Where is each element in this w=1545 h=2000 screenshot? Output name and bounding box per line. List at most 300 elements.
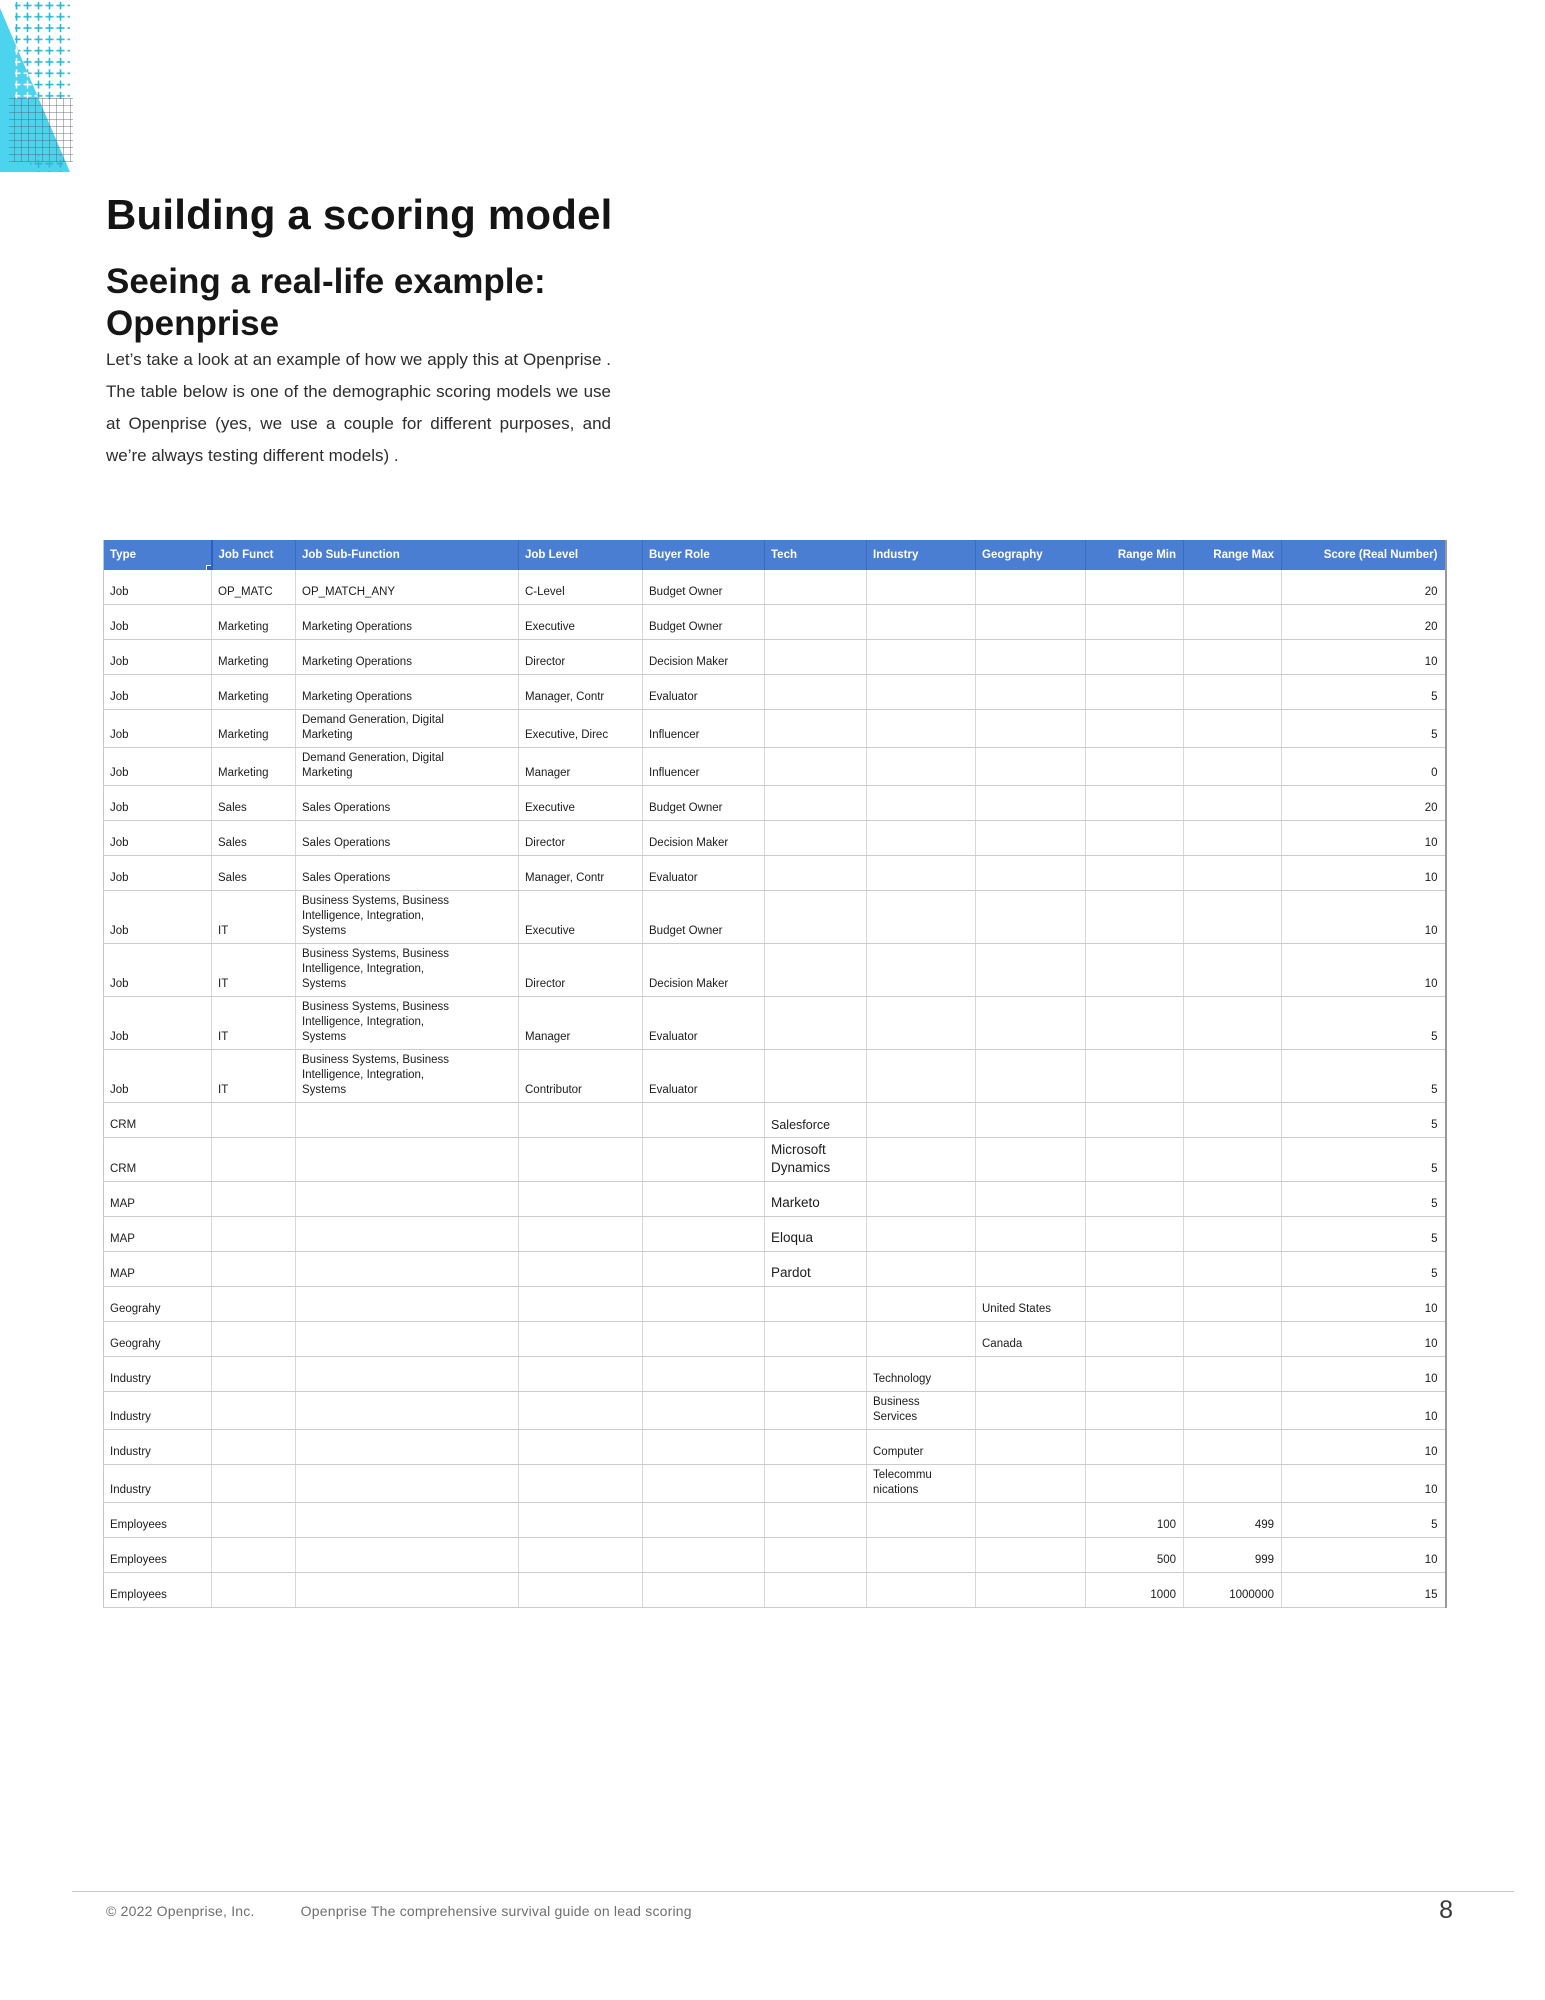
cell-range-min <box>1086 1138 1184 1182</box>
cell-job-funct: Sales <box>212 856 296 891</box>
cell-score-real-number-: 20 <box>1282 605 1446 640</box>
cell-range-min <box>1086 710 1184 748</box>
column-header-range-max: Range Max <box>1184 540 1282 570</box>
cell-job-level: Contributor <box>519 1050 643 1103</box>
cell-buyer-role: Budget Owner <box>643 605 765 640</box>
cell-range-max <box>1184 1322 1282 1357</box>
cell-geography <box>976 786 1086 821</box>
table-body <box>104 570 1446 1608</box>
cell-range-max <box>1184 1182 1282 1217</box>
cell-job-level <box>519 1138 643 1182</box>
cell-job-funct: Marketing <box>212 605 296 640</box>
cell-range-max <box>1184 821 1282 856</box>
table-row <box>104 1392 1446 1430</box>
cell-tech <box>765 675 867 710</box>
cell-buyer-role <box>643 1103 765 1138</box>
cell-job-funct <box>212 1430 296 1465</box>
column-header-job-level: Job Level <box>519 540 643 570</box>
cell-tech <box>765 856 867 891</box>
cell-range-min <box>1086 605 1184 640</box>
cell-industry <box>867 1503 976 1538</box>
cell-job-funct: IT <box>212 997 296 1050</box>
cell-industry <box>867 1182 976 1217</box>
cell-job-sub-function <box>296 1465 519 1503</box>
cell-job-funct: OP_MATC <box>212 570 296 605</box>
footer-doc-title: Openprise The comprehensive survival guide on lead scoring <box>300 1903 692 1919</box>
cell-buyer-role <box>643 1503 765 1538</box>
cell-range-min <box>1086 786 1184 821</box>
cell-tech <box>765 1465 867 1503</box>
cell-type: Job <box>104 748 212 786</box>
cell-industry <box>867 944 976 997</box>
cell-range-min <box>1086 675 1184 710</box>
table-row <box>104 1322 1446 1357</box>
cell-range-min <box>1086 1182 1184 1217</box>
cell-range-min <box>1086 1050 1184 1103</box>
cell-tech <box>765 944 867 997</box>
cell-score-real-number-: 5 <box>1282 710 1446 748</box>
cell-industry: Telecommunications <box>867 1465 976 1503</box>
cell-range-max <box>1184 570 1282 605</box>
cell-job-funct: Sales <box>212 786 296 821</box>
cell-range-max <box>1184 944 1282 997</box>
cell-score-real-number-: 10 <box>1282 1430 1446 1465</box>
cell-industry <box>867 856 976 891</box>
cell-type: Geograhy <box>104 1287 212 1322</box>
cell-geography <box>976 1573 1086 1608</box>
cell-job-level: Executive, Direc <box>519 710 643 748</box>
cell-job-sub-function: Sales Operations <box>296 856 519 891</box>
cell-job-funct: Sales <box>212 821 296 856</box>
cell-job-funct <box>212 1287 296 1322</box>
cell-job-funct <box>212 1217 296 1252</box>
cell-buyer-role: Budget Owner <box>643 891 765 944</box>
cell-geography: United States <box>976 1287 1086 1322</box>
cell-tech <box>765 1050 867 1103</box>
cell-job-level <box>519 1322 643 1357</box>
cell-range-max <box>1184 1252 1282 1287</box>
cell-tech <box>765 710 867 748</box>
footer-text <box>106 1903 692 1919</box>
cell-range-min <box>1086 1430 1184 1465</box>
cell-industry <box>867 997 976 1050</box>
cell-score-real-number-: 20 <box>1282 570 1446 605</box>
cell-range-max <box>1184 891 1282 944</box>
table-row <box>104 1538 1446 1573</box>
cell-job-funct <box>212 1252 296 1287</box>
cell-buyer-role <box>643 1392 765 1430</box>
cell-job-sub-function: Business Systems, Business Intelligence, Integration, Systems <box>296 997 519 1050</box>
cell-industry <box>867 675 976 710</box>
cell-job-funct: Marketing <box>212 748 296 786</box>
cell-type: Industry <box>104 1465 212 1503</box>
cell-job-funct <box>212 1357 296 1392</box>
cell-tech: Eloqua <box>765 1217 867 1252</box>
cell-job-sub-function: Marketing Operations <box>296 640 519 675</box>
cell-range-max <box>1184 997 1282 1050</box>
cell-tech <box>765 748 867 786</box>
cell-buyer-role: Evaluator <box>643 1050 765 1103</box>
cell-type: Job <box>104 1050 212 1103</box>
cell-buyer-role: Evaluator <box>643 856 765 891</box>
cell-buyer-role: Decision Maker <box>643 640 765 675</box>
cell-job-funct: IT <box>212 944 296 997</box>
cell-score-real-number-: 10 <box>1282 1465 1446 1503</box>
cell-tech <box>765 997 867 1050</box>
cell-job-funct: IT <box>212 891 296 944</box>
cell-industry: Business Services <box>867 1392 976 1430</box>
cell-type: Employees <box>104 1503 212 1538</box>
cell-geography <box>976 1138 1086 1182</box>
cell-job-sub-function: Sales Operations <box>296 821 519 856</box>
cell-job-funct: Marketing <box>212 675 296 710</box>
column-header-geography: Geography <box>976 540 1086 570</box>
cell-buyer-role <box>643 1322 765 1357</box>
table-row <box>104 1182 1446 1217</box>
page-subtitle: Seeing a real-life example: Openprise <box>106 262 546 344</box>
cell-job-funct: IT <box>212 1050 296 1103</box>
cell-score-real-number-: 5 <box>1282 1138 1446 1182</box>
cell-range-min: 500 <box>1086 1538 1184 1573</box>
cell-buyer-role <box>643 1182 765 1217</box>
cell-range-max <box>1184 1392 1282 1430</box>
table-row <box>104 944 1446 997</box>
table-row <box>104 1357 1446 1392</box>
cell-range-min <box>1086 821 1184 856</box>
cell-geography <box>976 675 1086 710</box>
cell-job-level: Director <box>519 640 643 675</box>
cell-buyer-role <box>643 1430 765 1465</box>
cell-range-max <box>1184 1465 1282 1503</box>
cell-type: Job <box>104 891 212 944</box>
cell-job-level <box>519 1430 643 1465</box>
cell-score-real-number-: 5 <box>1282 1217 1446 1252</box>
cell-job-funct <box>212 1573 296 1608</box>
cell-tech <box>765 570 867 605</box>
cell-job-sub-function: Business Systems, Business Intelligence, Integration, Systems <box>296 944 519 997</box>
cell-range-max <box>1184 1287 1282 1322</box>
cell-job-level: Executive <box>519 891 643 944</box>
cell-job-level <box>519 1252 643 1287</box>
cell-geography <box>976 710 1086 748</box>
table-row <box>104 856 1446 891</box>
cell-buyer-role: Budget Owner <box>643 786 765 821</box>
cell-buyer-role <box>643 1465 765 1503</box>
cell-score-real-number-: 5 <box>1282 675 1446 710</box>
cell-tech <box>765 786 867 821</box>
cell-geography <box>976 1050 1086 1103</box>
cell-industry <box>867 570 976 605</box>
cell-industry <box>867 748 976 786</box>
cell-geography <box>976 1430 1086 1465</box>
cell-type: Job <box>104 675 212 710</box>
cell-type: Job <box>104 786 212 821</box>
table-row <box>104 1503 1446 1538</box>
cell-industry <box>867 1573 976 1608</box>
cell-job-sub-function <box>296 1573 519 1608</box>
cell-job-level: Director <box>519 944 643 997</box>
cell-tech <box>765 1503 867 1538</box>
cell-tech <box>765 640 867 675</box>
cell-buyer-role <box>643 1538 765 1573</box>
cell-score-real-number-: 15 <box>1282 1573 1446 1608</box>
cell-tech <box>765 1538 867 1573</box>
cell-job-level: C-Level <box>519 570 643 605</box>
cell-job-sub-function: Marketing Operations <box>296 605 519 640</box>
cell-buyer-role <box>643 1573 765 1608</box>
cell-score-real-number-: 5 <box>1282 1503 1446 1538</box>
cell-range-min <box>1086 1322 1184 1357</box>
cell-industry: Computer <box>867 1430 976 1465</box>
cell-job-sub-function <box>296 1103 519 1138</box>
cell-geography <box>976 1182 1086 1217</box>
corner-decoration <box>0 0 86 180</box>
cell-buyer-role: Evaluator <box>643 997 765 1050</box>
cell-score-real-number-: 10 <box>1282 1357 1446 1392</box>
cell-buyer-role <box>643 1138 765 1182</box>
cell-industry <box>867 1138 976 1182</box>
cell-industry <box>867 605 976 640</box>
cell-job-funct: Marketing <box>212 640 296 675</box>
cell-job-sub-function <box>296 1430 519 1465</box>
cell-job-sub-function <box>296 1252 519 1287</box>
cell-score-real-number-: 10 <box>1282 1538 1446 1573</box>
column-header-buyer-role: Buyer Role <box>643 540 765 570</box>
cell-job-level <box>519 1392 643 1430</box>
cell-geography <box>976 1392 1086 1430</box>
table-row <box>104 1252 1446 1287</box>
cell-job-level: Manager, Contr <box>519 675 643 710</box>
cell-job-level <box>519 1573 643 1608</box>
cell-range-max <box>1184 748 1282 786</box>
table-row <box>104 1050 1446 1103</box>
cell-job-level: Manager, Contr <box>519 856 643 891</box>
cell-geography <box>976 1465 1086 1503</box>
cell-buyer-role: Budget Owner <box>643 570 765 605</box>
cell-range-max <box>1184 1138 1282 1182</box>
cell-score-real-number-: 5 <box>1282 1182 1446 1217</box>
cell-tech <box>765 1573 867 1608</box>
column-header-job-sub-function: Job Sub-Function <box>296 540 519 570</box>
cell-industry <box>867 1322 976 1357</box>
cell-range-min: 100 <box>1086 1503 1184 1538</box>
cell-buyer-role: Evaluator <box>643 675 765 710</box>
cell-job-sub-function <box>296 1392 519 1430</box>
cell-job-level <box>519 1287 643 1322</box>
cell-score-real-number-: 10 <box>1282 1322 1446 1357</box>
cell-job-level <box>519 1503 643 1538</box>
cell-range-min <box>1086 1103 1184 1138</box>
cell-range-max <box>1184 640 1282 675</box>
cell-type: Job <box>104 570 212 605</box>
cell-tech <box>765 821 867 856</box>
cell-range-min <box>1086 1287 1184 1322</box>
cell-tech: Pardot <box>765 1252 867 1287</box>
cell-score-real-number-: 10 <box>1282 891 1446 944</box>
cell-geography <box>976 944 1086 997</box>
table-row <box>104 640 1446 675</box>
cell-score-real-number-: 5 <box>1282 1103 1446 1138</box>
table-row <box>104 891 1446 944</box>
cell-industry <box>867 891 976 944</box>
cell-tech <box>765 1430 867 1465</box>
cell-score-real-number-: 10 <box>1282 821 1446 856</box>
table-row <box>104 821 1446 856</box>
cell-job-sub-function <box>296 1287 519 1322</box>
cell-range-min <box>1086 997 1184 1050</box>
cell-range-min <box>1086 1357 1184 1392</box>
cell-type: Job <box>104 605 212 640</box>
cell-job-funct <box>212 1503 296 1538</box>
cell-job-level <box>519 1182 643 1217</box>
cell-range-max: 499 <box>1184 1503 1282 1538</box>
cell-job-sub-function: OP_MATCH_ANY <box>296 570 519 605</box>
cell-score-real-number-: 10 <box>1282 640 1446 675</box>
table-row <box>104 710 1446 748</box>
cell-industry <box>867 1050 976 1103</box>
cell-type: Job <box>104 640 212 675</box>
table-row <box>104 786 1446 821</box>
cell-job-level: Executive <box>519 786 643 821</box>
cell-tech <box>765 1322 867 1357</box>
cell-type: Industry <box>104 1392 212 1430</box>
cell-type: Job <box>104 997 212 1050</box>
cell-type: CRM <box>104 1103 212 1138</box>
cell-geography <box>976 640 1086 675</box>
cell-type: Job <box>104 856 212 891</box>
table-row <box>104 997 1446 1050</box>
cell-geography <box>976 570 1086 605</box>
cell-range-max <box>1184 1103 1282 1138</box>
cell-range-max <box>1184 1430 1282 1465</box>
cell-range-min <box>1086 640 1184 675</box>
cell-range-max <box>1184 1357 1282 1392</box>
table-row <box>104 1217 1446 1252</box>
column-header-tech: Tech <box>765 540 867 570</box>
cell-job-funct <box>212 1465 296 1503</box>
cell-range-min <box>1086 944 1184 997</box>
cell-job-funct <box>212 1322 296 1357</box>
cell-geography <box>976 1503 1086 1538</box>
cell-buyer-role: Decision Maker <box>643 821 765 856</box>
cell-tech: Marketo <box>765 1182 867 1217</box>
header-row <box>104 540 1446 570</box>
column-header-industry: Industry <box>867 540 976 570</box>
table-row <box>104 605 1446 640</box>
cell-range-max: 1000000 <box>1184 1573 1282 1608</box>
cell-tech <box>765 605 867 640</box>
cell-range-min <box>1086 1217 1184 1252</box>
intro-paragraph: Let’s take a look at an example of how we apply this at Openprise . The table below is one of the demographic scoring models we use at Openprise (yes, we use a couple for different purposes, and we’re always testing different models) . <box>106 350 611 465</box>
cell-industry <box>867 1287 976 1322</box>
cell-buyer-role: Decision Maker <box>643 944 765 997</box>
cell-range-max <box>1184 1050 1282 1103</box>
cell-job-sub-function: Demand Generation, Digital Marketing <box>296 710 519 748</box>
cell-type: MAP <box>104 1252 212 1287</box>
cell-job-level: Manager <box>519 748 643 786</box>
cell-job-funct <box>212 1138 296 1182</box>
cell-score-real-number-: 20 <box>1282 786 1446 821</box>
cell-score-real-number-: 10 <box>1282 944 1446 997</box>
footer-copyright: © 2022 Openprise, Inc. <box>106 1903 255 1919</box>
table-row <box>104 1138 1446 1182</box>
cell-range-max <box>1184 675 1282 710</box>
cell-type: Job <box>104 821 212 856</box>
cell-job-sub-function <box>296 1538 519 1573</box>
cell-score-real-number-: 5 <box>1282 1050 1446 1103</box>
cell-job-sub-function: Marketing Operations <box>296 675 519 710</box>
cell-job-sub-function <box>296 1217 519 1252</box>
cell-type: MAP <box>104 1217 212 1252</box>
cell-geography <box>976 1538 1086 1573</box>
cell-geography <box>976 1217 1086 1252</box>
cell-range-max <box>1184 1217 1282 1252</box>
cell-buyer-role <box>643 1287 765 1322</box>
cell-buyer-role: Influencer <box>643 748 765 786</box>
cell-type: Geograhy <box>104 1322 212 1357</box>
cell-range-min <box>1086 570 1184 605</box>
cell-industry <box>867 1538 976 1573</box>
cell-geography <box>976 997 1086 1050</box>
cell-type: MAP <box>104 1182 212 1217</box>
cell-job-level: Director <box>519 821 643 856</box>
cell-industry <box>867 710 976 748</box>
cell-geography <box>976 856 1086 891</box>
cell-tech <box>765 1287 867 1322</box>
cell-job-sub-function <box>296 1357 519 1392</box>
cell-job-sub-function: Business Systems, Business Intelligence, Integration, Systems <box>296 891 519 944</box>
cell-geography <box>976 748 1086 786</box>
cell-range-min <box>1086 748 1184 786</box>
cell-geography <box>976 1252 1086 1287</box>
cell-tech: Salesforce <box>765 1103 867 1138</box>
table-row <box>104 675 1446 710</box>
table-header <box>104 540 1446 570</box>
cell-buyer-role: Influencer <box>643 710 765 748</box>
cell-score-real-number-: 0 <box>1282 748 1446 786</box>
cell-job-level <box>519 1538 643 1573</box>
cell-type: Employees <box>104 1538 212 1573</box>
page-title: Building a scoring model <box>106 191 613 239</box>
table-row <box>104 748 1446 786</box>
cell-range-max: 999 <box>1184 1538 1282 1573</box>
cell-job-level <box>519 1217 643 1252</box>
cell-geography <box>976 1357 1086 1392</box>
cell-job-funct <box>212 1392 296 1430</box>
cell-job-sub-function <box>296 1503 519 1538</box>
column-header-type: Type <box>104 540 212 570</box>
cell-range-max <box>1184 605 1282 640</box>
cell-type: Job <box>104 710 212 748</box>
cell-job-funct: Marketing <box>212 710 296 748</box>
cell-industry: Technology <box>867 1357 976 1392</box>
cell-range-min <box>1086 891 1184 944</box>
cell-range-min <box>1086 1252 1184 1287</box>
column-header-job-funct: Job Funct <box>212 540 296 570</box>
cell-tech <box>765 1357 867 1392</box>
cell-job-level <box>519 1465 643 1503</box>
column-header-range-min: Range Min <box>1086 540 1184 570</box>
cell-job-sub-function <box>296 1182 519 1217</box>
cell-job-level: Manager <box>519 997 643 1050</box>
cell-industry <box>867 1103 976 1138</box>
table-row <box>104 1430 1446 1465</box>
cell-geography <box>976 821 1086 856</box>
cell-job-funct <box>212 1103 296 1138</box>
cell-score-real-number-: 5 <box>1282 1252 1446 1287</box>
cell-type: CRM <box>104 1138 212 1182</box>
cell-range-max <box>1184 710 1282 748</box>
